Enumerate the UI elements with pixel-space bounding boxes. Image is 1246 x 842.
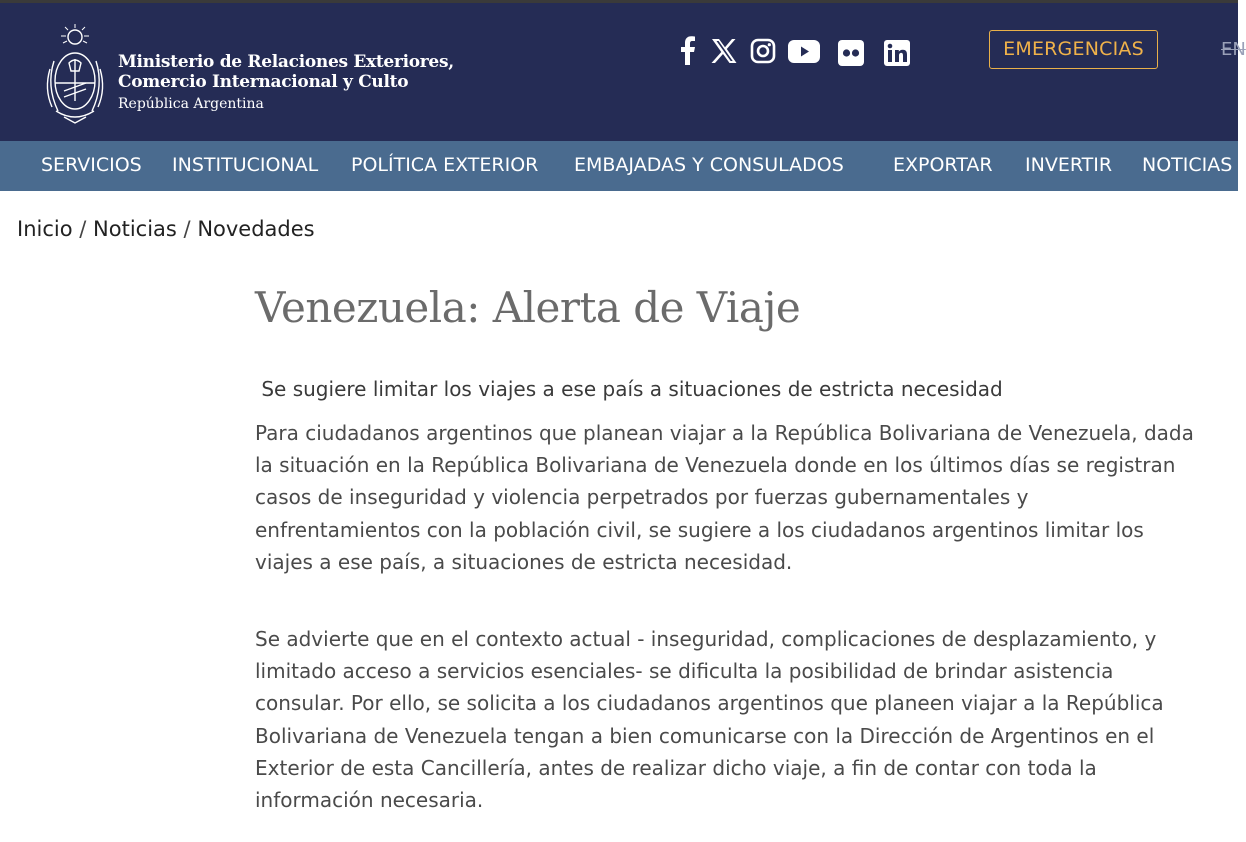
nav-item-exportar[interactable]: EXPORTAR <box>893 154 993 176</box>
main-nav <box>0 141 1238 191</box>
x-twitter-icon[interactable] <box>711 38 737 64</box>
page-title: Venezuela: Alerta de Viaje <box>255 283 801 332</box>
breadcrumb-separator: / <box>183 217 191 241</box>
article-paragraph-1: Para ciudadanos argentinos que planean viajar a la República Bolivariana de Venezuela, dada la situación en la República Bolivariana de Venezuela donde en los últimos días se registran casos de inseguridad y violencia perpetrados por fuerzas gubernamentales y enfrentamientos con la población civil, se sugiere a los ciudadanos argentinos limitar los viajes a ese país, a situaciones de estricta necesidad. <box>255 421 1194 574</box>
article-lead: Se sugiere limitar los viajes a ese país a situaciones de estricta necesidad <box>255 377 1003 401</box>
breadcrumb <box>17 217 315 241</box>
emergency-button[interactable]: EMERGENCIAS <box>989 30 1158 69</box>
breadcrumb-inicio[interactable]: Inicio <box>17 217 73 241</box>
facebook-icon[interactable] <box>678 35 696 65</box>
nav-item-politica-exterior[interactable]: POLÍTICA EXTERIOR <box>351 154 539 176</box>
country-name: República Argentina <box>118 96 264 112</box>
youtube-icon[interactable] <box>788 40 820 63</box>
breadcrumb-noticias[interactable]: Noticias <box>93 217 177 241</box>
language-switch[interactable]: EN <box>1221 39 1246 60</box>
breadcrumb-novedades: Novedades <box>197 217 315 241</box>
nav-item-embajadas-y-consulados[interactable]: EMBAJADAS Y CONSULADOS <box>574 154 844 176</box>
linkedin-icon[interactable] <box>884 40 910 66</box>
ministry-brand[interactable] <box>118 52 454 116</box>
ministry-name-line1: Ministerio de Relaciones Exteriores, <box>118 52 454 72</box>
ministry-name-line2: Comercio Internacional y Culto <box>118 72 409 92</box>
site-header <box>0 0 1246 141</box>
article-paragraph-2: Se advierte que en el contexto actual - inseguridad, complicaciones de desplazamiento, y limitado acceso a servicios esenciales- se dificulta la posibilidad de brindar asistencia consular. Por ello, se solicita a los ciudadanos argentinos que planeen viajar a la República Bolivariana de Venezuela tengan a bien comunicarse con la Dirección de Argentinos en el Exterior de esta Cancillería, antes de realizar dicho viaje, a fin de contar con toda la información necesaria. <box>255 627 1164 813</box>
instagram-icon[interactable] <box>750 38 776 64</box>
nav-item-institucional[interactable]: INSTITUCIONAL <box>172 154 319 176</box>
coat-of-arms-logo[interactable] <box>42 21 108 127</box>
nav-item-noticias[interactable]: NOTICIAS <box>1142 154 1233 176</box>
breadcrumb-separator: / <box>79 217 87 241</box>
nav-item-invertir[interactable]: INVERTIR <box>1025 154 1113 176</box>
nav-item-servicios[interactable]: SERVICIOS <box>41 154 142 176</box>
flickr-icon[interactable] <box>838 40 864 66</box>
